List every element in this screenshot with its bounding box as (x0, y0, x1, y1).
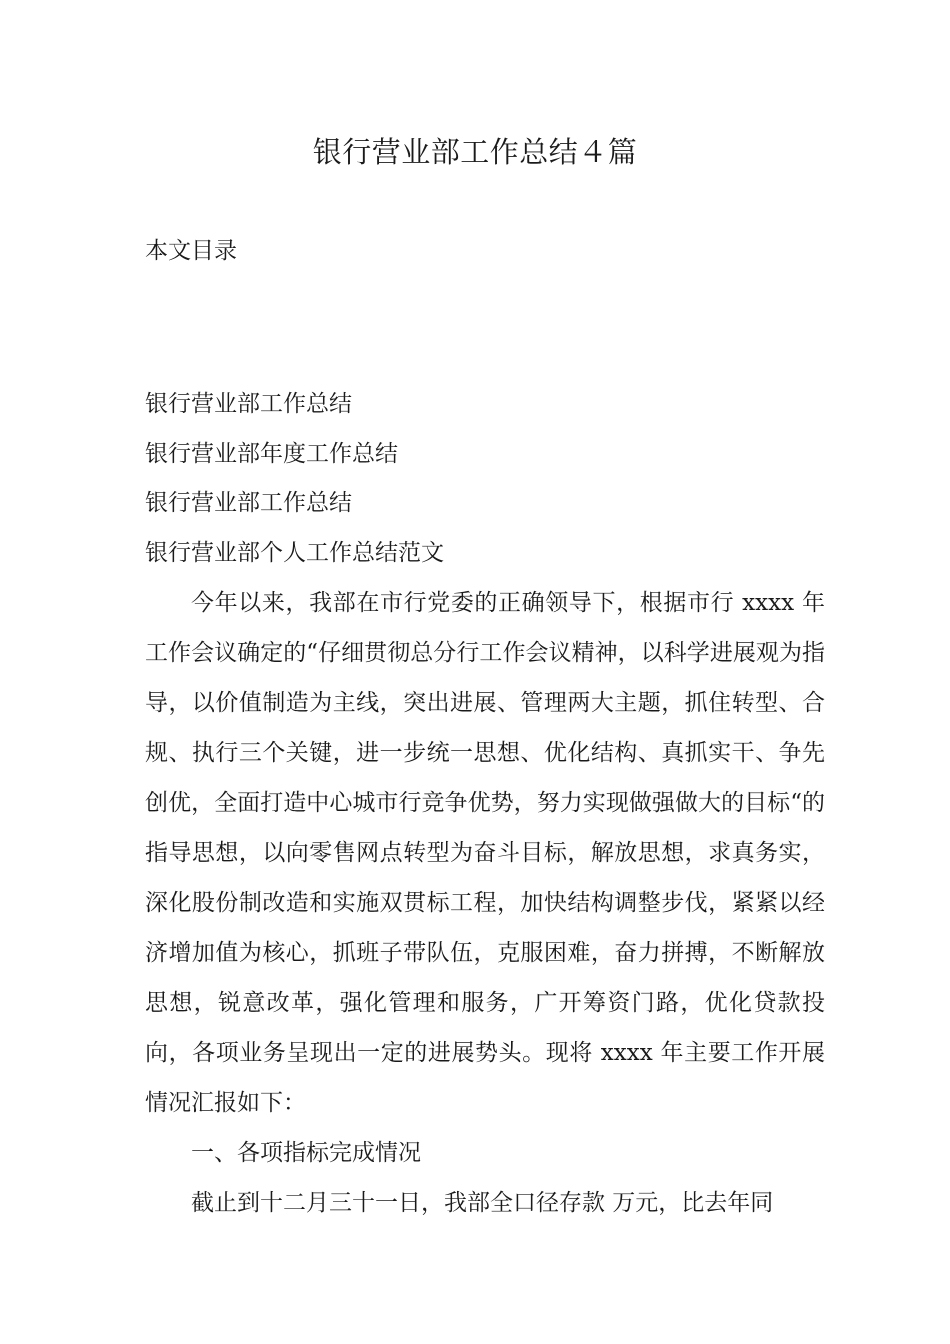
document-title: 银行营业部工作总结４篇 (312, 135, 638, 169)
toc-item[interactable]: 银行营业部工作总结 (145, 490, 352, 517)
intro-paragraph: 今年以来，我部在市行党委的正确领导下，根据市行 xxxx 年工作会议确定的“仔细贯彻总分行工作会议精神，以科学进展观为指导，以价值制造为主线，突出进展、管理两大主题，抓住转型、合规、执行三个关键，进一步统一思想、优化结构、真抓实干、争先创优，全面打造中心城市行竞争优势，努力实现做强做大的目标“的指导思想，以向零售网点转型为奋斗目标，解放思想，求真务实，深化股份制改造和实施双贯标工程，加快结构调整步伐，紧紧以经济增加值为核心，抓班子带队伍，克服困难，奋力拼搏，不断解放思想，锐意改革，强化管理和服务，广开筹资门路，优化贷款投向，各项业务呈现出一定的进展势头。现将 xxxx 年主要工作开展情况汇报如下： (145, 590, 825, 1116)
toc-item[interactable]: 银行营业部个人工作总结范文 (145, 539, 444, 566)
section-heading: 一、各项指标完成情况 (191, 1140, 421, 1166)
body-text (145, 578, 825, 1228)
section-paragraph: 截止到十二月三十一日，我部全口径存款 万元，比去年同 (191, 1190, 774, 1216)
toc-item[interactable]: 银行营业部工作总结 (145, 391, 352, 417)
toc-heading: 本文目录 (145, 238, 237, 264)
toc-item[interactable]: 银行营业部年度工作总结 (145, 440, 398, 467)
table-of-contents (145, 380, 444, 578)
